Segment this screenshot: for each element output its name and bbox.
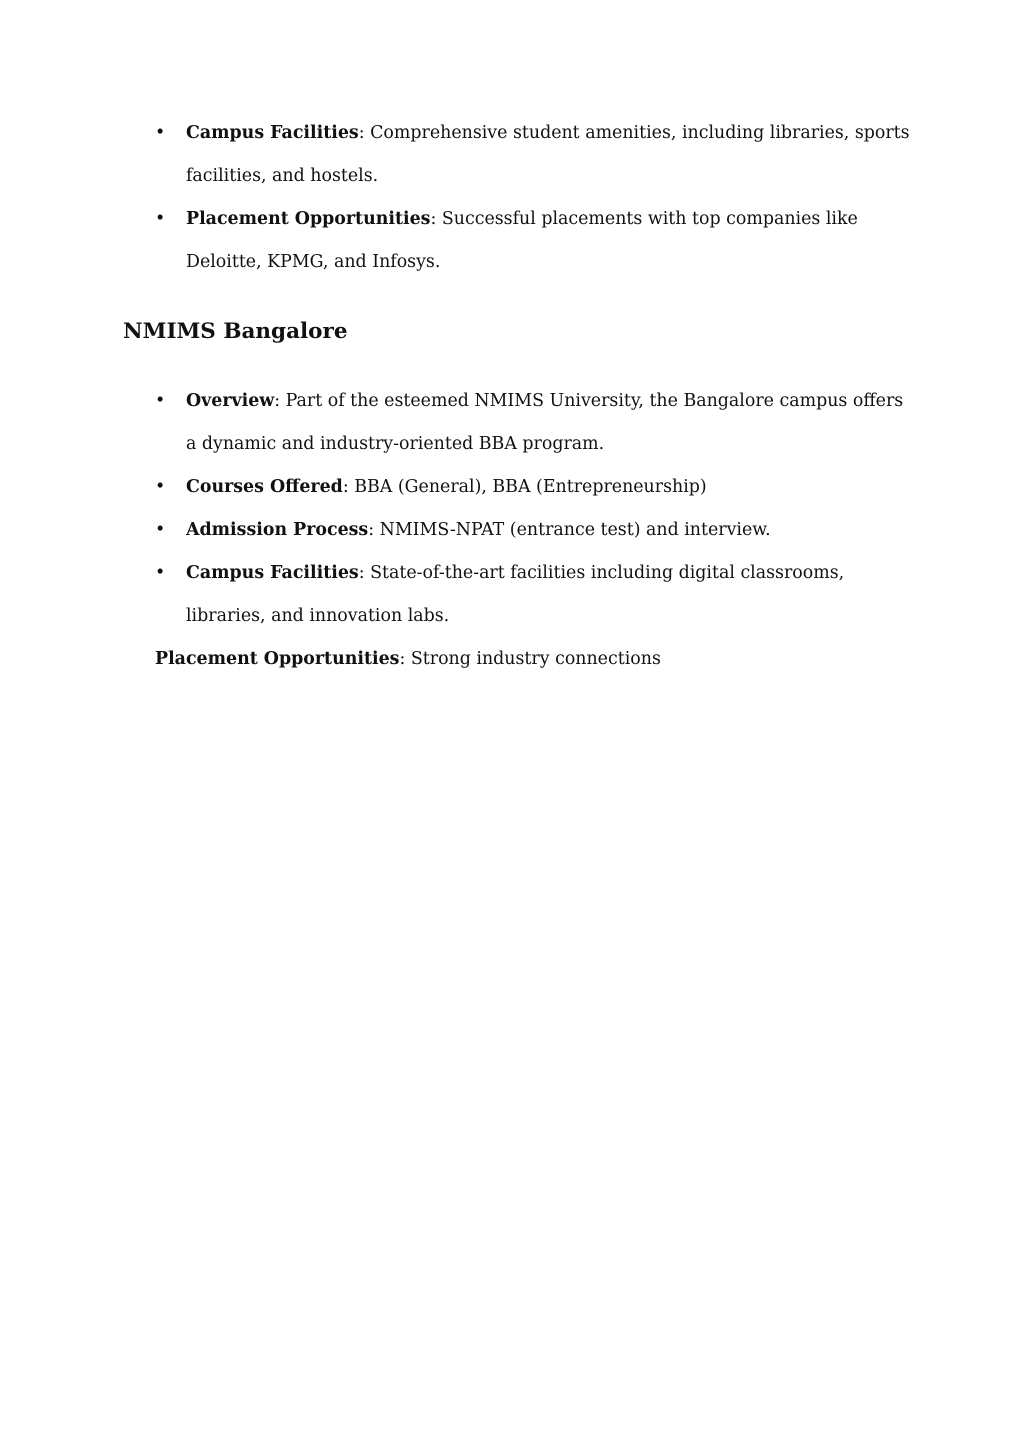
- item-separator: :: [342, 477, 349, 497]
- list-item: [155, 380, 915, 466]
- list-item: [155, 466, 915, 509]
- list-item: [155, 552, 915, 638]
- item-separator: :: [358, 123, 365, 143]
- item-text: Successful placements with top companies like Deloitte, KPMG, and Infosys.: [186, 209, 858, 272]
- item-term: Placement Opportunities: [155, 649, 400, 669]
- item-term: Admission Process: [186, 520, 369, 540]
- item-text: State-of-the-art facilities including digital classrooms, libraries, and innovation labs.: [186, 563, 845, 626]
- list-item: [155, 509, 915, 552]
- bullet-list-nmims: [155, 380, 915, 638]
- item-text: Part of the esteemed NMIMS University, the Bangalore campus offers a dynamic and industry-oriented BBA program.: [186, 391, 904, 454]
- item-separator: :: [399, 649, 406, 669]
- item-term: Courses Offered: [186, 477, 343, 497]
- item-separator: :: [358, 563, 365, 583]
- list-item: [155, 112, 915, 198]
- item-term: Placement Opportunities: [186, 209, 431, 229]
- item-text: NMIMS-NPAT (entrance test) and interview.: [374, 520, 771, 540]
- bullet-icon: •: [155, 391, 166, 411]
- bullet-icon: •: [155, 520, 166, 540]
- section-heading: NMIMS Bangalore: [123, 319, 348, 344]
- item-text: Comprehensive student amenities, including libraries, sports facilities, and hostels.: [186, 123, 910, 186]
- item-separator: :: [368, 520, 375, 540]
- item-term: Overview: [186, 391, 275, 411]
- bullet-icon: •: [155, 477, 166, 497]
- item-separator: :: [274, 391, 281, 411]
- bullet-list-previous-college: [155, 112, 915, 284]
- trailing-paragraph: [155, 638, 915, 681]
- item-separator: :: [430, 209, 437, 229]
- bullet-icon: •: [155, 563, 166, 583]
- item-term: Campus Facilities: [186, 563, 359, 583]
- item-text: BBA (General), BBA (Entrepreneurship): [348, 477, 707, 497]
- item-term: Campus Facilities: [186, 123, 359, 143]
- list-item: [155, 198, 915, 284]
- bullet-icon: •: [155, 123, 166, 143]
- bullet-icon: •: [155, 209, 166, 229]
- item-text: Strong industry connections: [405, 649, 661, 669]
